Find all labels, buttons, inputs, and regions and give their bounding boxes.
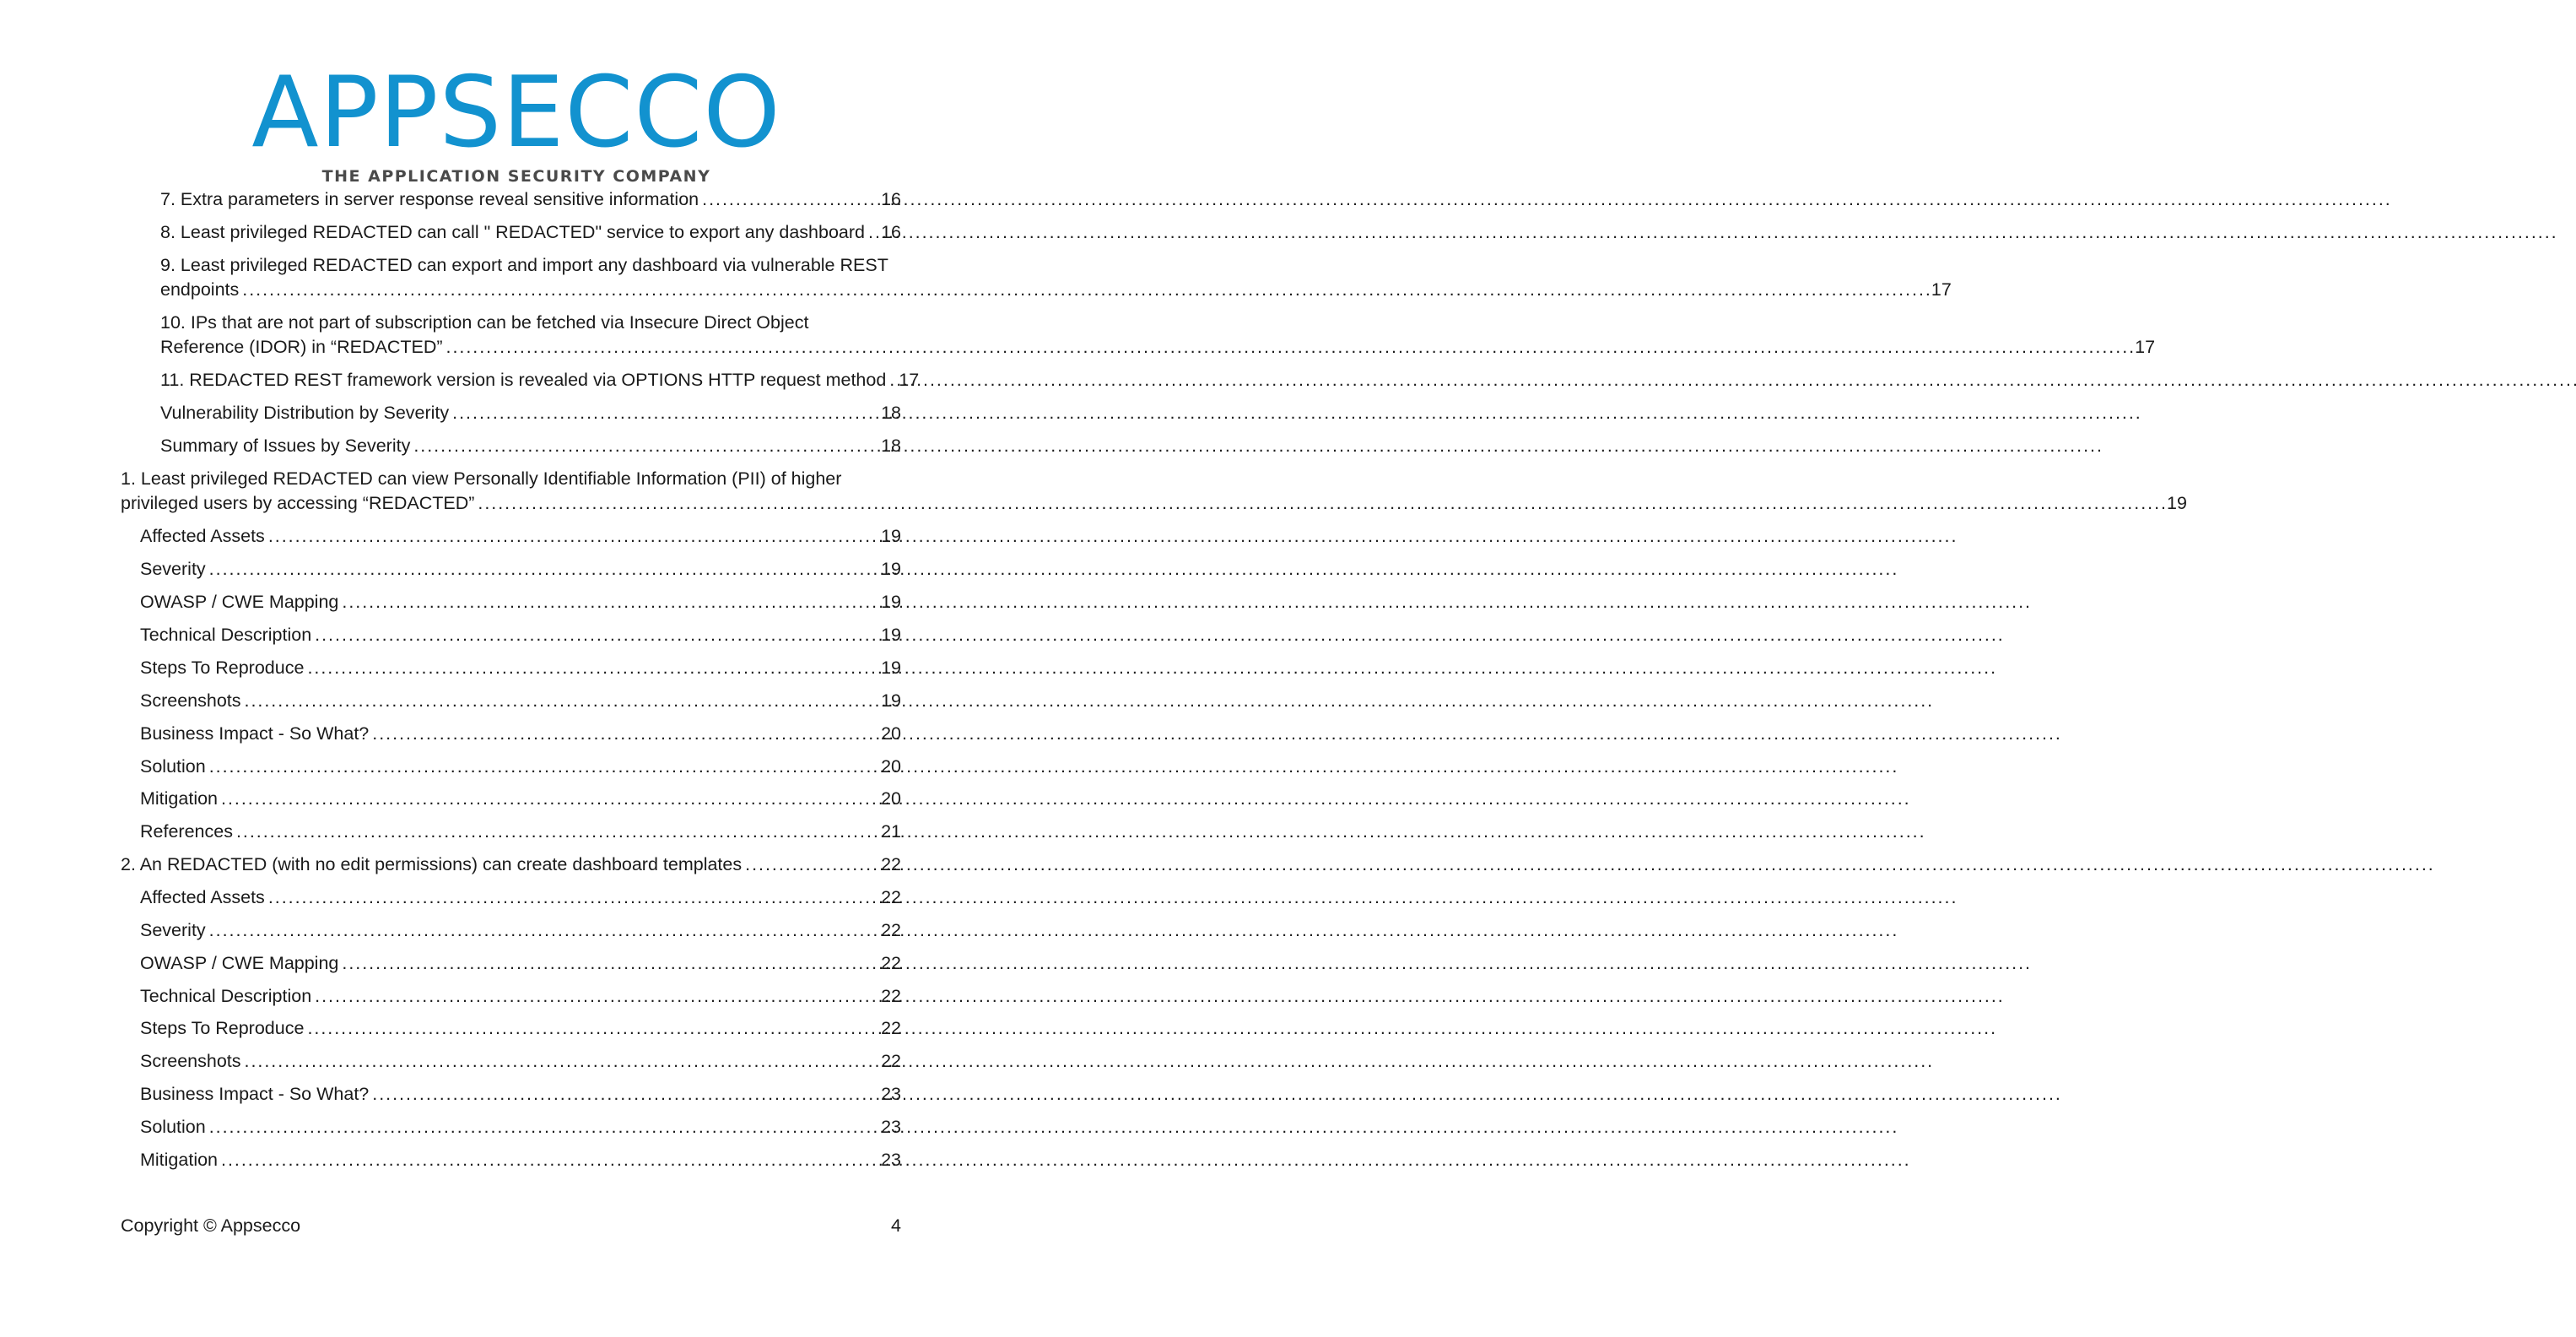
toc-entry-page: 23 <box>881 1150 901 1170</box>
toc-leader-dots <box>268 885 878 910</box>
toc-entry-title: Steps To Reproduce <box>140 1018 305 1038</box>
toc-entry[interactable] <box>140 787 901 811</box>
toc-leader-dots <box>209 557 878 582</box>
toc-entry-page: 20 <box>881 756 901 777</box>
toc-entry-title: OWASP / CWE Mapping <box>140 592 339 612</box>
toc-entry[interactable] <box>160 253 1952 302</box>
toc-entry[interactable] <box>140 1115 901 1139</box>
toc-entry-page: 18 <box>881 403 901 423</box>
toc-leader-dots <box>209 755 878 779</box>
toc-entry-title: Affected Assets <box>140 887 265 907</box>
toc-entry-title: Mitigation <box>140 1150 219 1170</box>
toc-leader-dots <box>452 401 878 425</box>
toc-entry-title: References <box>140 821 233 842</box>
toc-entry[interactable] <box>121 467 2187 516</box>
toc-leader-dots <box>209 918 878 943</box>
toc-entry[interactable] <box>140 1016 901 1041</box>
toc-entry[interactable] <box>140 656 901 680</box>
toc-entry-title: Technical Description <box>140 625 312 645</box>
toc-leader-dots <box>889 368 896 392</box>
toc-entry[interactable] <box>140 820 901 844</box>
toc-entry-title: Business Impact - So What? <box>140 723 370 744</box>
toc-entry-title: Steps To Reproduce <box>140 658 305 678</box>
toc-entry-title-continued: Reference (IDOR) in “REDACTED” <box>160 337 443 357</box>
toc-leader-dots <box>745 853 878 877</box>
footer-page-number: 4 <box>891 1215 901 1236</box>
logo-tagline: THE APPLICATION SECURITY COMPANY <box>321 167 711 186</box>
toc-leader-dots <box>245 1049 879 1074</box>
toc-entry[interactable] <box>140 524 901 549</box>
toc-entry-title: Severity <box>140 920 206 940</box>
toc-entry[interactable] <box>140 984 901 1009</box>
toc-entry-page: 18 <box>881 436 901 456</box>
toc-entry-title-continued: endpoints <box>160 279 240 300</box>
toc-entry-title: 9. Least privileged REDACTED can export and import any dashboard via vulnerable REST <box>160 255 888 275</box>
toc-entry-page: 22 <box>881 854 901 874</box>
toc-leader-dots <box>307 1016 878 1041</box>
toc-entry-page: 19 <box>881 592 901 612</box>
toc-leader-dots <box>342 951 878 976</box>
toc-leader-dots <box>245 689 879 713</box>
toc-entry-title: 1. Least privileged REDACTED can view Personally Identifiable Information (PII) of higher <box>121 468 842 489</box>
toc-entry-title: Solution <box>140 756 206 777</box>
toc-entry-title-continued: privileged users by accessing “REDACTED” <box>121 493 475 513</box>
toc-leader-dots <box>315 984 878 1009</box>
footer-copyright: Copyright © Appsecco <box>121 1215 301 1236</box>
toc-entry[interactable] <box>160 220 901 245</box>
toc-entry-page: 19 <box>881 690 901 711</box>
toc-entry-page: 17 <box>899 370 920 390</box>
toc-entry-page: 19 <box>881 625 901 645</box>
toc-entry-page: 21 <box>881 821 901 842</box>
toc-entry[interactable] <box>140 755 901 779</box>
toc-entry-title: 10. IPs that are not part of subscription can be fetched via Insecure Direct Object <box>160 312 809 333</box>
toc-leader-dots <box>868 220 878 245</box>
toc-entry-page: 17 <box>2135 337 2156 357</box>
toc-entry-title: Technical Description <box>140 986 312 1006</box>
toc-entry-title: 11. REDACTED REST framework version is revealed via OPTIONS HTTP request method <box>160 370 887 390</box>
toc-entry-title: Vulnerability Distribution by Severity <box>160 403 450 423</box>
toc-leader-dots <box>221 787 878 811</box>
toc-entry[interactable] <box>160 401 901 425</box>
toc-entry-page: 19 <box>881 559 901 579</box>
toc-entry[interactable] <box>140 1082 901 1107</box>
toc-entry-title: OWASP / CWE Mapping <box>140 953 339 973</box>
toc-entry-page: 16 <box>881 189 901 209</box>
toc-entry[interactable] <box>140 885 901 910</box>
toc-leader-dots <box>268 524 878 549</box>
toc-leader-dots <box>702 187 878 212</box>
toc-entry-title: Solution <box>140 1117 206 1137</box>
toc-entry[interactable] <box>140 689 901 713</box>
toc-entry-page: 22 <box>881 1018 901 1038</box>
toc-entry-page: 22 <box>881 986 901 1006</box>
toc-leader-dots <box>478 491 2164 516</box>
toc-leader-dots <box>446 335 2133 360</box>
toc-entry[interactable] <box>140 623 901 647</box>
toc-entry[interactable] <box>140 951 901 976</box>
toc-entry-page: 19 <box>2167 493 2187 513</box>
toc-entry-title: Mitigation <box>140 788 219 809</box>
toc-entry-title: Affected Assets <box>140 526 265 546</box>
toc-entry-title: Business Impact - So What? <box>140 1084 370 1104</box>
toc-entry-title: 2. An REDACTED (with no edit permissions) can create dashboard templates <box>121 854 743 874</box>
toc-entry-page: 23 <box>881 1084 901 1104</box>
toc-entry[interactable] <box>140 918 901 943</box>
toc-entry-title: 7. Extra parameters in server response reveal sensitive information <box>160 189 699 209</box>
toc-entry-page: 17 <box>1931 279 1952 300</box>
toc-leader-dots <box>242 278 1929 302</box>
toc-leader-dots <box>342 590 878 614</box>
toc-entry[interactable] <box>160 368 920 392</box>
toc-leader-dots <box>209 1115 878 1139</box>
toc-entry[interactable] <box>140 590 901 614</box>
toc-entry[interactable] <box>140 1049 901 1074</box>
toc-entry[interactable] <box>160 187 901 212</box>
toc-entry-page: 22 <box>881 953 901 973</box>
toc-leader-dots <box>221 1148 878 1172</box>
toc-entry-title: Severity <box>140 559 206 579</box>
toc-entry[interactable] <box>160 434 901 458</box>
toc-entry-title: Screenshots <box>140 690 241 711</box>
toc-entry[interactable] <box>160 311 2156 360</box>
toc-entry-page: 16 <box>881 222 901 242</box>
toc-entry-page: 22 <box>881 920 901 940</box>
logo-wordmark: APPSECCO <box>251 56 781 170</box>
toc-entry-page: 20 <box>881 788 901 809</box>
toc-entry-page: 19 <box>881 658 901 678</box>
toc-entry-title: Screenshots <box>140 1051 241 1071</box>
toc-entry-page: 23 <box>881 1117 901 1137</box>
toc-entry[interactable] <box>140 1148 901 1172</box>
toc-entry[interactable] <box>140 722 901 746</box>
toc-leader-dots <box>372 722 878 746</box>
toc-entry-page: 19 <box>881 526 901 546</box>
toc-entry-title: 8. Least privileged REDACTED can call " REDACTED" service to export any dashboard <box>160 222 866 242</box>
toc-entry[interactable] <box>140 557 901 582</box>
toc-leader-dots <box>413 434 878 458</box>
toc-entry[interactable] <box>121 853 901 877</box>
toc-leader-dots <box>236 820 878 844</box>
toc-leader-dots <box>307 656 878 680</box>
toc-entry-page: 22 <box>881 887 901 907</box>
toc-leader-dots <box>372 1082 878 1107</box>
toc-entry-page: 22 <box>881 1051 901 1071</box>
toc-entry-title: Summary of Issues by Severity <box>160 436 411 456</box>
toc-leader-dots <box>315 623 878 647</box>
toc-entry-page: 20 <box>881 723 901 744</box>
